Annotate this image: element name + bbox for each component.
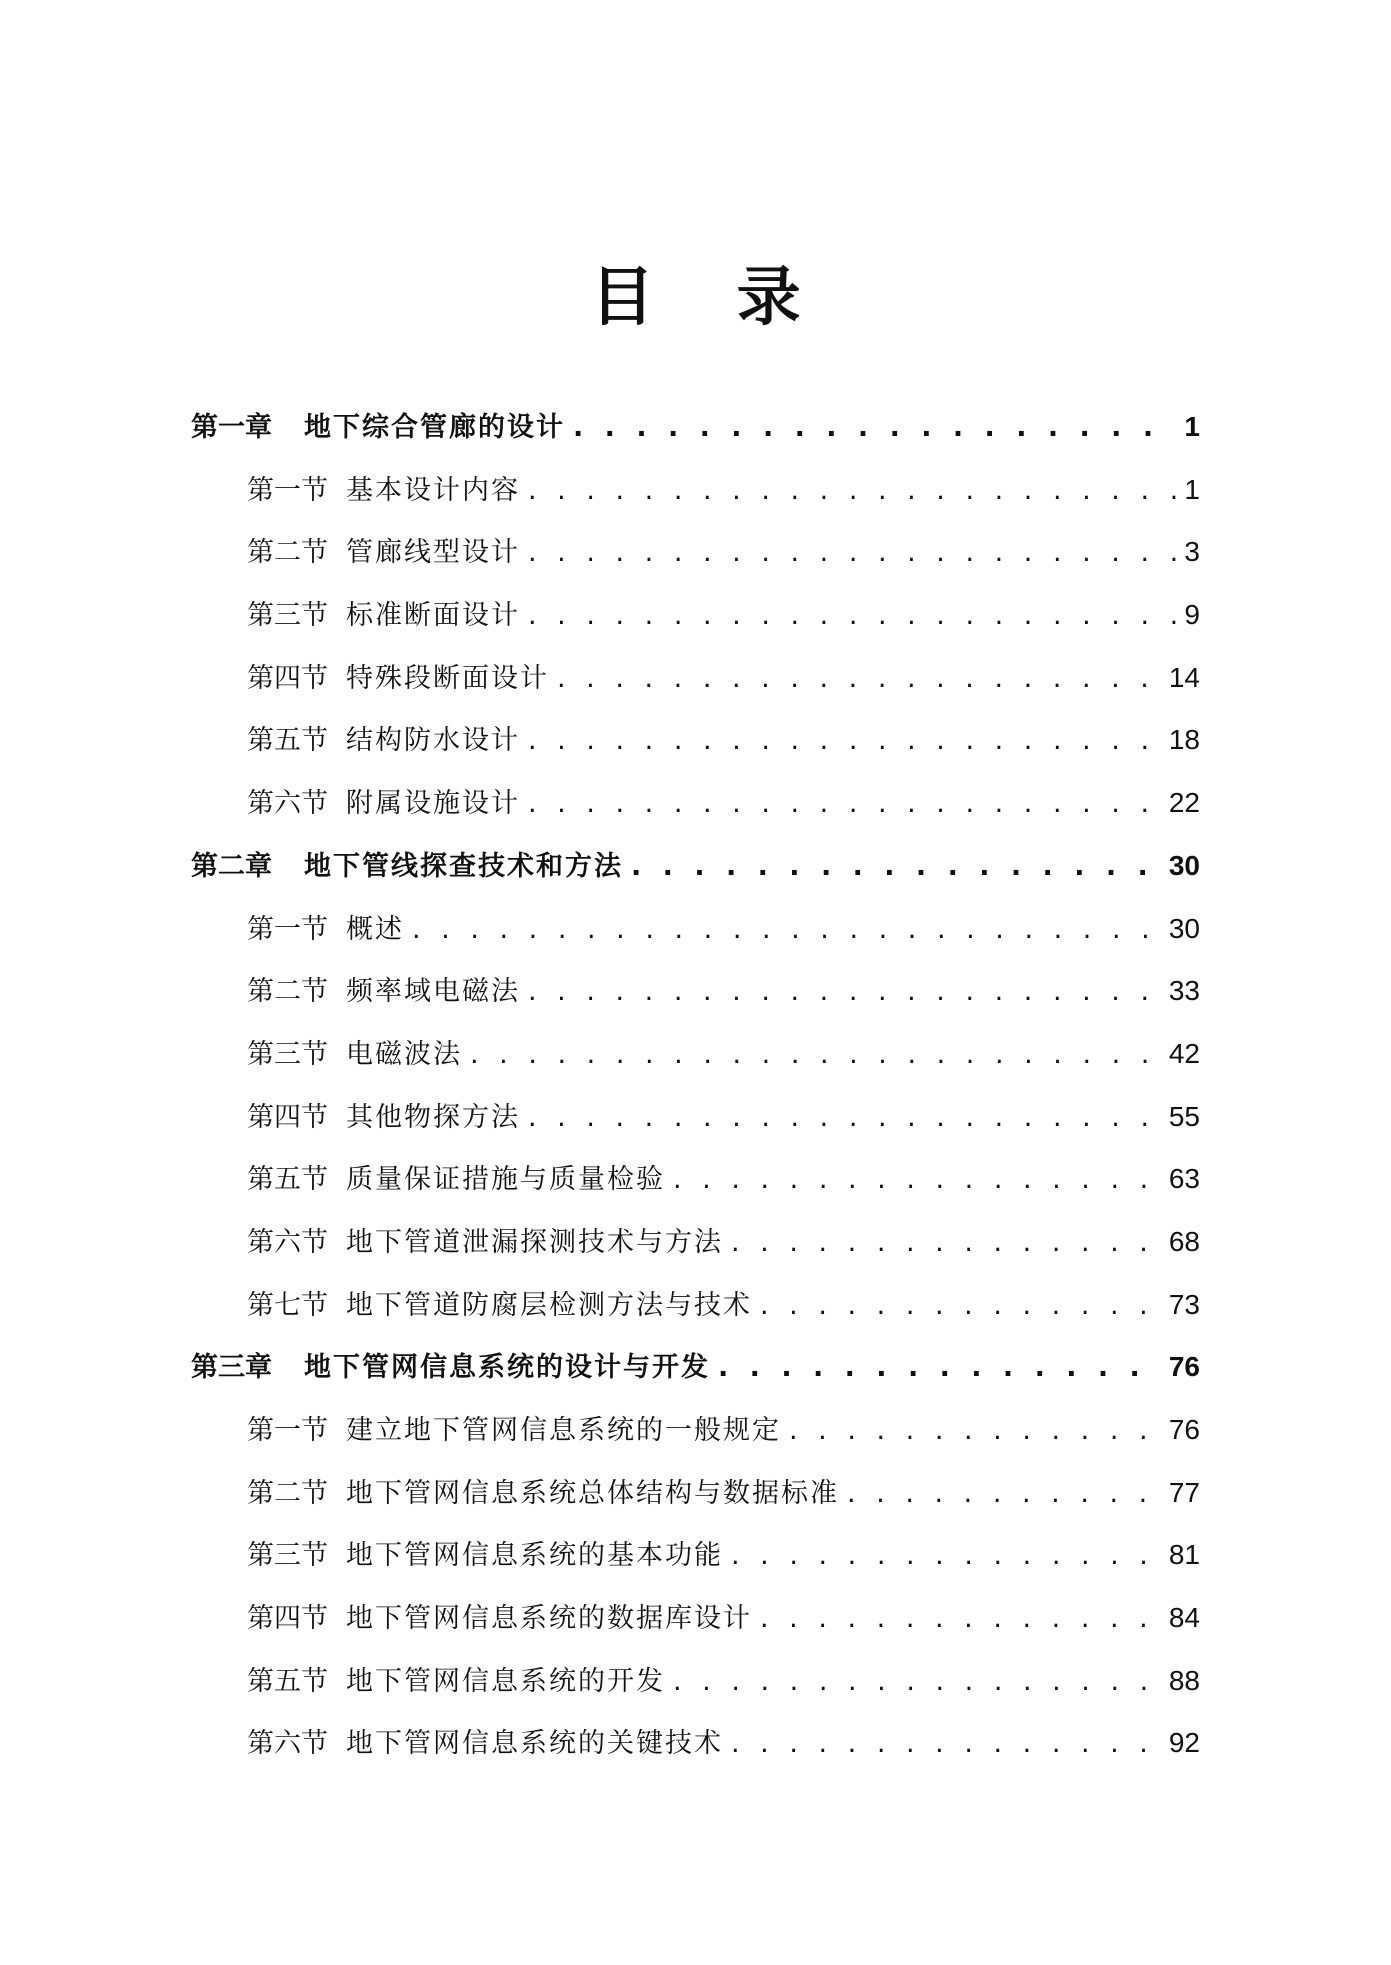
dot-leader xyxy=(528,773,1161,836)
toc-entry-label xyxy=(247,710,520,773)
toc-entry-section[interactable] xyxy=(0,1524,1391,1587)
toc-entry-text: 地下综合管廊的设计 xyxy=(304,412,565,443)
toc-entry-prefix: 第三节 xyxy=(247,600,328,632)
toc-entry-text: 地下管道防腐层检测方法与技术 xyxy=(346,1289,752,1321)
toc-entry-prefix: 第一节 xyxy=(247,474,328,506)
dot-leader xyxy=(470,1024,1161,1087)
dot-leader xyxy=(412,899,1161,962)
toc-entry-label xyxy=(247,1525,723,1588)
toc-entry-label xyxy=(247,1275,752,1338)
toc-entry-label xyxy=(191,1337,710,1400)
toc-entry-page-number: 3 xyxy=(1184,536,1200,568)
toc-entry-text: 建立地下管网信息系统的一般规定 xyxy=(346,1415,781,1446)
toc-entry-page-number: 76 xyxy=(1168,1414,1200,1445)
dot-leader xyxy=(789,1400,1161,1463)
toc-entry-label xyxy=(247,585,520,648)
dot-leader xyxy=(528,522,1176,585)
toc-entry-prefix: 第二章 xyxy=(191,850,272,882)
toc-entry-prefix: 第三章 xyxy=(191,1352,272,1384)
toc-entry-chapter[interactable] xyxy=(0,1336,1391,1399)
toc-entry-section[interactable] xyxy=(0,1086,1391,1149)
toc-entry-label xyxy=(247,1713,723,1776)
dot-leader xyxy=(573,397,1176,460)
toc-entry-section[interactable] xyxy=(0,960,1391,1023)
toc-entry-text: 地下管网信息系统总体结构与数据标准 xyxy=(346,1477,839,1509)
toc-entry-page-number: 55 xyxy=(1168,1100,1200,1132)
toc-entry-label xyxy=(247,1588,752,1651)
toc-entry-page-number: 68 xyxy=(1168,1225,1200,1257)
toc-entry-prefix: 第三节 xyxy=(247,1038,328,1070)
toc-entry-section[interactable] xyxy=(0,1650,1391,1713)
toc-entry-label xyxy=(247,899,404,962)
toc-entry-page-number: 81 xyxy=(1168,1539,1200,1571)
toc-entry-prefix: 第四节 xyxy=(247,662,328,694)
toc-entry-text: 其他物探方法 xyxy=(346,1101,520,1133)
page-title: 目 录 xyxy=(590,260,831,335)
toc-entry-section[interactable] xyxy=(0,647,1391,710)
toc-entry-label xyxy=(247,648,549,711)
toc-entry-text: 特殊段断面设计 xyxy=(346,662,549,694)
toc-entry-page-number: 77 xyxy=(1168,1476,1200,1508)
toc-entry-prefix: 第七节 xyxy=(247,1289,328,1321)
toc-entry-text: 标准断面设计 xyxy=(346,600,520,632)
toc-entry-prefix: 第一节 xyxy=(247,913,328,945)
toc-entry-label xyxy=(247,522,520,585)
toc-entry-text: 地下管道泄漏探测技术与方法 xyxy=(346,1226,723,1258)
toc-entry-page-number: 30 xyxy=(1168,849,1200,881)
toc-entry-label xyxy=(191,397,565,460)
toc-entry-label xyxy=(191,836,623,899)
dot-leader xyxy=(731,1713,1161,1776)
toc-entry-section[interactable] xyxy=(0,584,1391,647)
toc-entry-section[interactable] xyxy=(0,1462,1391,1525)
dot-leader xyxy=(631,836,1161,899)
toc-entry-page-number: 88 xyxy=(1168,1664,1200,1696)
toc-entry-page-number: 92 xyxy=(1168,1727,1200,1759)
toc-entry-page-number: 42 xyxy=(1168,1037,1200,1069)
toc-entry-page-number: 14 xyxy=(1168,661,1200,693)
dot-leader xyxy=(557,648,1161,711)
dot-leader xyxy=(673,1149,1161,1212)
toc-entry-page-number: 22 xyxy=(1168,787,1200,819)
toc-entry-label xyxy=(247,1400,781,1463)
toc-entry-prefix: 第五节 xyxy=(247,1164,328,1196)
dot-leader xyxy=(731,1525,1161,1588)
toc-entry-prefix: 第五节 xyxy=(247,725,328,757)
toc-entry-section[interactable] xyxy=(0,1712,1391,1775)
dot-leader xyxy=(528,585,1176,648)
toc-entry-page-number: 33 xyxy=(1168,975,1200,1007)
toc-entry-text: 概述 xyxy=(346,913,404,945)
toc-entry-section[interactable] xyxy=(0,1399,1391,1462)
toc-entry-label xyxy=(247,1024,462,1087)
toc-entry-text: 结构防水设计 xyxy=(346,725,520,757)
toc-entry-page-number: 73 xyxy=(1168,1288,1200,1320)
dot-leader xyxy=(528,961,1161,1024)
toc-entry-text: 地下管网信息系统的开发 xyxy=(346,1665,665,1697)
toc-entry-prefix: 第四节 xyxy=(247,1603,328,1635)
toc-entry-text: 地下管网信息系统的基本功能 xyxy=(346,1540,723,1572)
toc-entry-label xyxy=(247,1087,520,1150)
toc-entry-text: 附属设施设计 xyxy=(346,788,520,820)
toc-entry-text: 地下管线探查技术和方法 xyxy=(304,850,623,882)
toc-entry-section[interactable] xyxy=(0,709,1391,772)
toc-entry-text: 基本设计内容 xyxy=(346,474,520,506)
dot-leader xyxy=(760,1588,1161,1651)
toc-entry-prefix: 第五节 xyxy=(247,1665,328,1697)
toc-entry-page-number: 1 xyxy=(1184,473,1200,505)
toc-entry-section[interactable] xyxy=(0,898,1391,961)
toc-entry-chapter[interactable] xyxy=(0,835,1391,898)
toc-entry-prefix: 第一节 xyxy=(247,1415,328,1446)
toc-entry-page-number: 76 xyxy=(1168,1351,1200,1383)
toc-entry-section[interactable] xyxy=(0,1211,1391,1274)
toc-entry-label xyxy=(247,961,520,1024)
toc-entry-text: 地下管网信息系统的关键技术 xyxy=(346,1728,723,1760)
toc-entry-text: 地下管网信息系统的数据库设计 xyxy=(346,1603,752,1635)
table-of-contents xyxy=(0,396,1391,1775)
toc-entry-prefix: 第六节 xyxy=(247,788,328,820)
toc-entry-section[interactable] xyxy=(0,772,1391,835)
toc-entry-label xyxy=(247,1463,839,1526)
dot-leader xyxy=(528,710,1161,773)
toc-entry-prefix: 第一章 xyxy=(191,412,272,443)
toc-entry-prefix: 第二节 xyxy=(247,1477,328,1509)
toc-entry-page-number: 30 xyxy=(1168,912,1200,944)
toc-entry-label xyxy=(247,1149,665,1212)
toc-entry-section[interactable] xyxy=(0,1587,1391,1650)
dot-leader xyxy=(847,1463,1161,1526)
toc-entry-label xyxy=(247,460,520,523)
toc-entry-text: 管廊线型设计 xyxy=(346,537,520,569)
dot-leader xyxy=(718,1337,1161,1400)
toc-entry-prefix: 第四节 xyxy=(247,1101,328,1133)
toc-entry-section[interactable] xyxy=(0,521,1391,584)
toc-entry-chapter[interactable] xyxy=(0,396,1391,459)
toc-entry-page-number: 84 xyxy=(1168,1602,1200,1634)
dot-leader xyxy=(528,460,1176,523)
toc-entry-label xyxy=(247,1651,665,1714)
dot-leader xyxy=(760,1275,1161,1338)
dot-leader xyxy=(731,1212,1161,1275)
dot-leader xyxy=(673,1651,1161,1714)
toc-entry-section[interactable] xyxy=(0,1148,1391,1211)
toc-entry-text: 频率域电磁法 xyxy=(346,976,520,1008)
toc-entry-section[interactable] xyxy=(0,1023,1391,1086)
toc-entry-text: 地下管网信息系统的设计与开发 xyxy=(304,1352,710,1384)
toc-entry-prefix: 第三节 xyxy=(247,1540,328,1572)
dot-leader xyxy=(528,1087,1161,1150)
toc-entry-page-number: 9 xyxy=(1184,599,1200,631)
toc-entry-text: 电磁波法 xyxy=(346,1038,462,1070)
toc-entry-prefix: 第二节 xyxy=(247,976,328,1008)
toc-entry-page-number: 18 xyxy=(1168,724,1200,756)
toc-entry-text: 质量保证措施与质量检验 xyxy=(346,1164,665,1196)
toc-entry-prefix: 第六节 xyxy=(247,1226,328,1258)
toc-entry-label xyxy=(247,773,520,836)
toc-entry-section[interactable] xyxy=(0,459,1391,522)
toc-entry-prefix: 第二节 xyxy=(247,537,328,569)
toc-entry-label xyxy=(247,1212,723,1275)
toc-entry-page-number: 63 xyxy=(1168,1163,1200,1195)
toc-entry-prefix: 第六节 xyxy=(247,1728,328,1760)
toc-entry-page-number: 1 xyxy=(1184,411,1200,442)
toc-entry-section[interactable] xyxy=(0,1274,1391,1337)
